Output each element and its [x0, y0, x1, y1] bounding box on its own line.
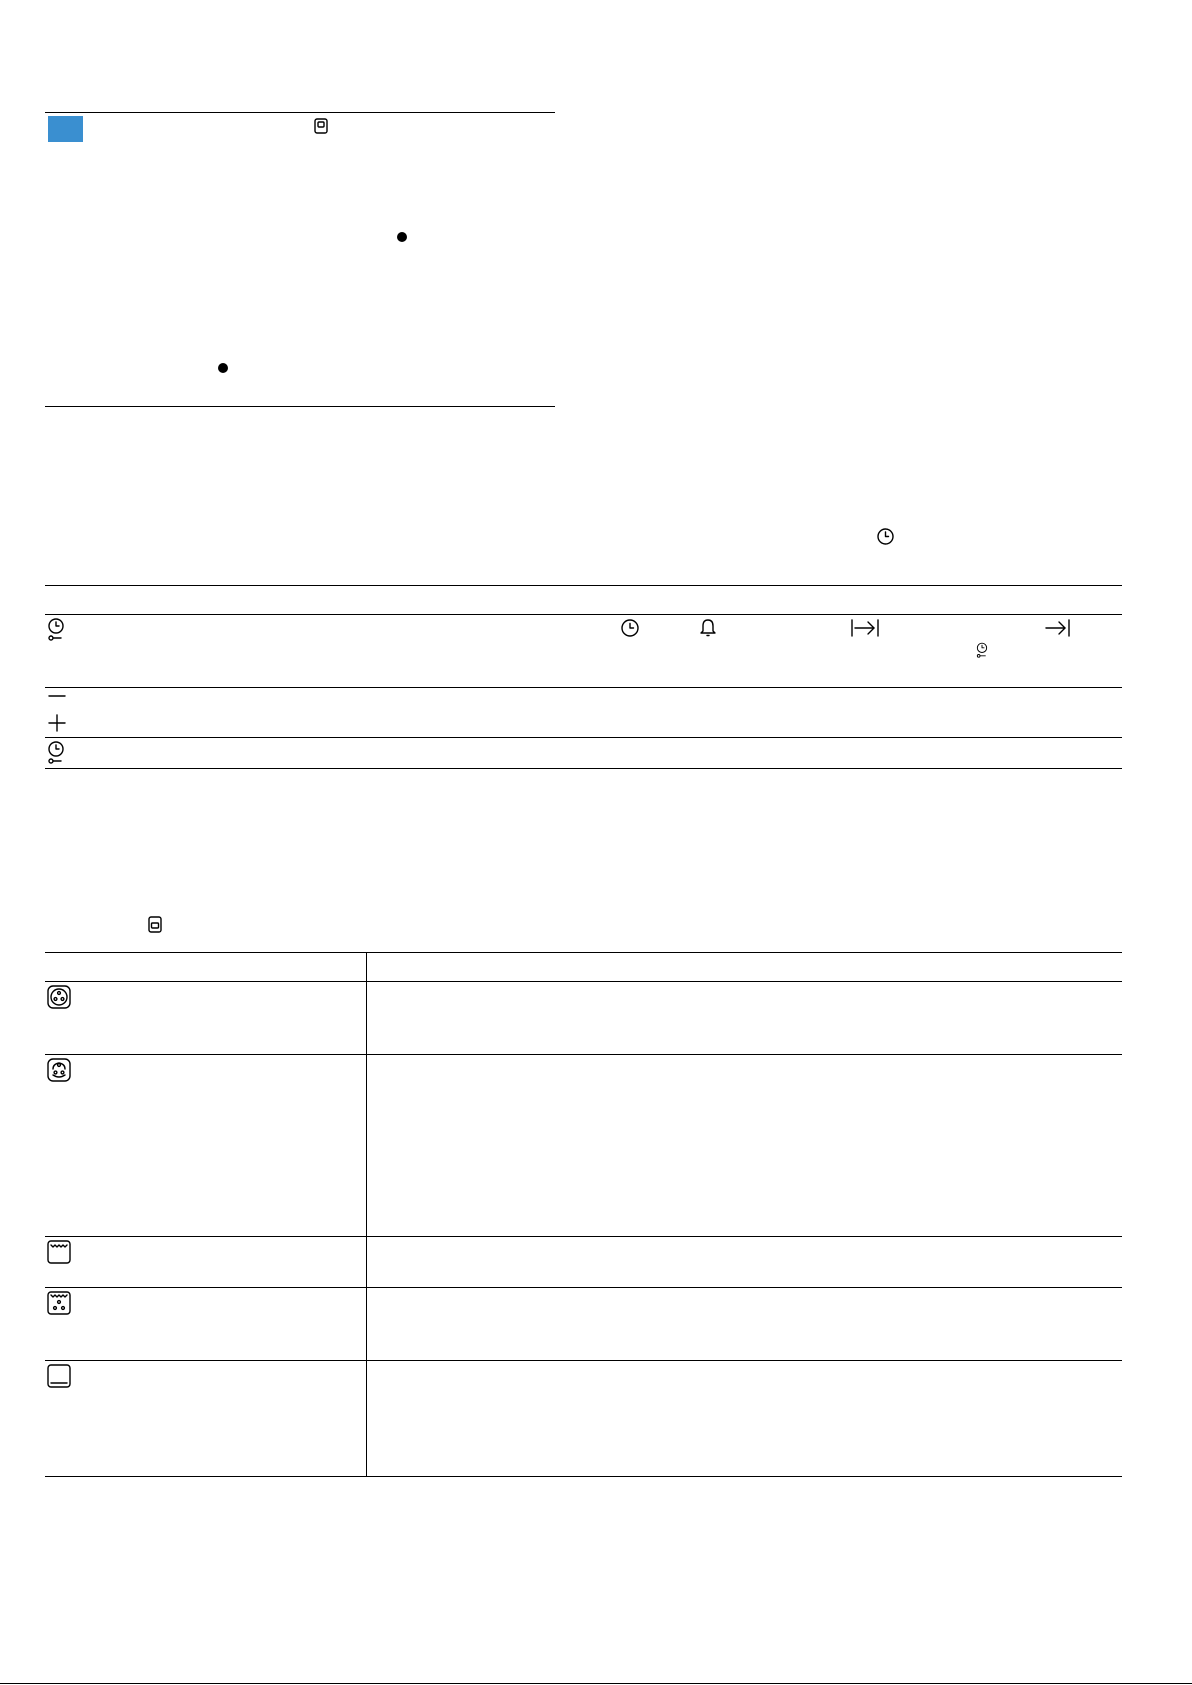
bullet-icon: [397, 232, 407, 242]
clock-icon: [621, 619, 639, 637]
duration-icon: [851, 619, 879, 637]
oven-door-icon: [314, 118, 328, 134]
note-bottom-rule: [45, 406, 555, 407]
plus-icon: [48, 714, 66, 732]
minus-icon: [48, 694, 66, 698]
table-row-rule: [45, 981, 1122, 982]
table-row-rule: [45, 1054, 1122, 1055]
table-row-rule: [45, 1287, 1122, 1288]
table-row-rule: [45, 614, 1122, 615]
bullet-icon: [218, 363, 228, 373]
three-dimensional-fan-icon: [47, 1058, 71, 1082]
table-bottom-rule: [45, 768, 1122, 769]
table-row-rule: [45, 1360, 1122, 1361]
note-top-rule: [45, 112, 555, 113]
bell-icon: [700, 618, 716, 637]
clock-icon: [877, 528, 894, 545]
top-bottom-heat-icon: [47, 1240, 71, 1264]
end-time-icon: [1045, 619, 1070, 637]
table-header-rule: [45, 952, 1122, 953]
table-row-rule: [45, 1236, 1122, 1237]
clock-key-icon: [976, 642, 988, 659]
oven-icon: [148, 916, 162, 933]
fan-ring-icon: [47, 985, 71, 1009]
table-row-rule: [45, 737, 1122, 738]
clock-key-icon: [47, 618, 65, 642]
clock-key-icon: [47, 741, 65, 765]
table-bottom-rule: [45, 1476, 1122, 1477]
note-tag: [48, 116, 83, 142]
table-header-rule: [45, 585, 1122, 586]
bottom-heat-icon: [47, 1364, 71, 1388]
page-footer-rule: [0, 1683, 1192, 1684]
table-row-rule: [45, 687, 1122, 688]
grill-fan-icon: [47, 1291, 71, 1315]
column-divider: [366, 952, 367, 1476]
